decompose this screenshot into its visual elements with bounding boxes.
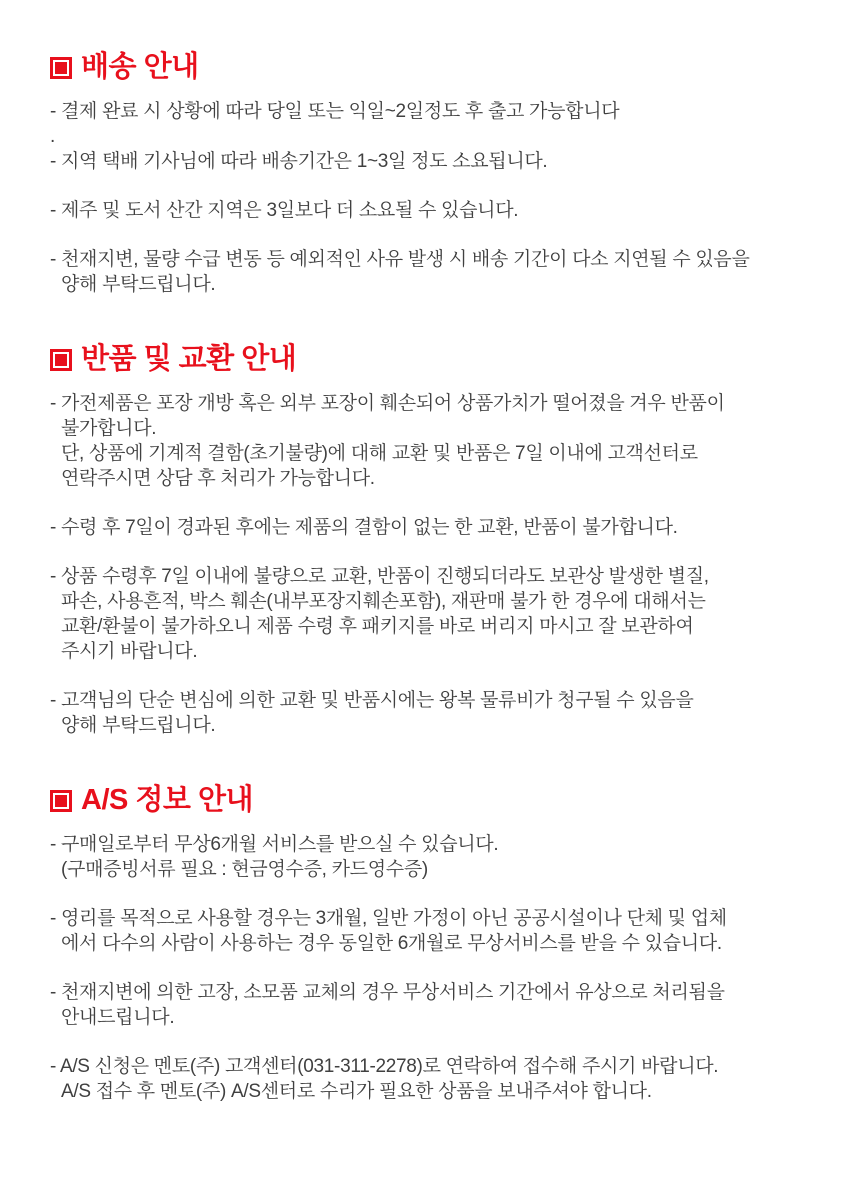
notice-item xyxy=(50,906,830,956)
notice-line: - 천재지변에 의한 고장, 소모품 교체의 경우 무상서비스 기간에서 유상으로 처리됨을 xyxy=(50,982,725,1003)
notice-line: 주시기 바랍니다. xyxy=(61,641,198,662)
notice-line: 안내드립니다. xyxy=(61,1007,175,1028)
notice-item xyxy=(50,564,830,664)
red-square-bullet-icon xyxy=(50,57,72,79)
notice-line: - 고객님의 단순 변심에 의한 교환 및 반품시에는 왕복 물류비가 청구될 수 있음을 xyxy=(50,690,694,711)
section-as-info-guide xyxy=(50,783,830,1104)
notice-line: 양해 부탁드립니다. xyxy=(61,715,216,736)
section-title-as-info xyxy=(50,783,830,817)
notice-line: - 결제 완료 시 상황에 따라 당일 또는 익일~2일정도 후 출고 가능합니다 xyxy=(50,101,620,122)
red-square-bullet-icon xyxy=(50,349,72,371)
section-title-return-exchange xyxy=(50,342,830,376)
notice-line: - 제주 및 도서 산간 지역은 3일보다 더 소요될 수 있습니다. xyxy=(50,200,519,221)
notice-line: 연락주시면 상담 후 처리가 가능합니다. xyxy=(61,468,375,489)
notice-item-stray-period xyxy=(50,124,830,149)
notice-line: - 구매일로부터 무상6개월 서비스를 받으실 수 있습니다. xyxy=(50,834,499,855)
notice-line: - 지역 택배 기사님에 따라 배송기간은 1~3일 정도 소요됩니다. xyxy=(50,151,548,172)
notice-line: 에서 다수의 사람이 사용하는 경우 동일한 6개월로 무상서비스를 받을 수 있습니다. xyxy=(61,933,722,954)
notice-line: - 천재지변, 물량 수급 변동 등 예외적인 사유 발생 시 배송 기간이 다소 지연될 수 있음을 xyxy=(50,249,750,270)
notice-line: . xyxy=(50,126,55,147)
notice-line: - 영리를 목적으로 사용할 경우는 3개월, 일반 가정이 아닌 공공시설이나 단체 및 업체 xyxy=(50,908,727,929)
section-title-label: A/S 정보 안내 xyxy=(81,784,254,816)
section-title-shipping xyxy=(50,50,830,84)
notice-line: - 수령 후 7일이 경과된 후에는 제품의 결함이 없는 한 교환, 반품이 불가합니다. xyxy=(50,517,678,538)
notice-item xyxy=(50,980,830,1030)
notice-item xyxy=(50,99,830,124)
notice-line: 교환/환불이 불가하오니 제품 수령 후 패키지를 바로 버리지 마시고 잘 보관하여 xyxy=(61,616,694,637)
red-square-bullet-icon xyxy=(50,790,72,812)
notice-item xyxy=(50,832,830,882)
notice-item xyxy=(50,391,830,491)
section-return-exchange-guide xyxy=(50,342,830,738)
notice-item xyxy=(50,1054,830,1104)
notice-line: (구매증빙서류 필요 : 현금영수증, 카드영수증) xyxy=(61,859,428,880)
notice-line: A/S 접수 후 멘토(주) A/S센터로 수리가 필요한 상품을 보내주셔야 합니다. xyxy=(61,1081,652,1102)
notice-line: - A/S 신청은 멘토(주) 고객센터(031-311-2278)로 연락하여 접수해 주시기 바랍니다. xyxy=(50,1056,719,1077)
notice-item xyxy=(50,198,830,223)
notice-line: - 상품 수령후 7일 이내에 불량으로 교환, 반품이 진행되더라도 보관상 발생한 별질, xyxy=(50,566,709,587)
notice-item xyxy=(50,688,830,738)
section-shipping-guide xyxy=(50,50,830,297)
notice-line: 불가합니다. xyxy=(61,418,157,439)
notice-line: 단, 상품에 기계적 결함(초기불량)에 대해 교환 및 반품은 7일 이내에 고객선터로 xyxy=(61,443,698,464)
section-title-label: 배송 안내 xyxy=(81,51,199,83)
notice-item xyxy=(50,149,830,174)
section-title-label: 반품 및 교환 안내 xyxy=(81,343,297,375)
notice-line: 양해 부탁드립니다. xyxy=(61,274,216,295)
notice-line: 파손, 사용흔적, 박스 훼손(내부포장지훼손포함), 재판매 불가 한 경우에 대해서는 xyxy=(61,591,706,612)
notice-item xyxy=(50,515,830,540)
notice-item xyxy=(50,247,830,297)
notice-line: - 가전제품은 포장 개방 혹은 외부 포장이 훼손되어 상품가치가 떨어졌을 겨우 반품이 xyxy=(50,393,725,414)
